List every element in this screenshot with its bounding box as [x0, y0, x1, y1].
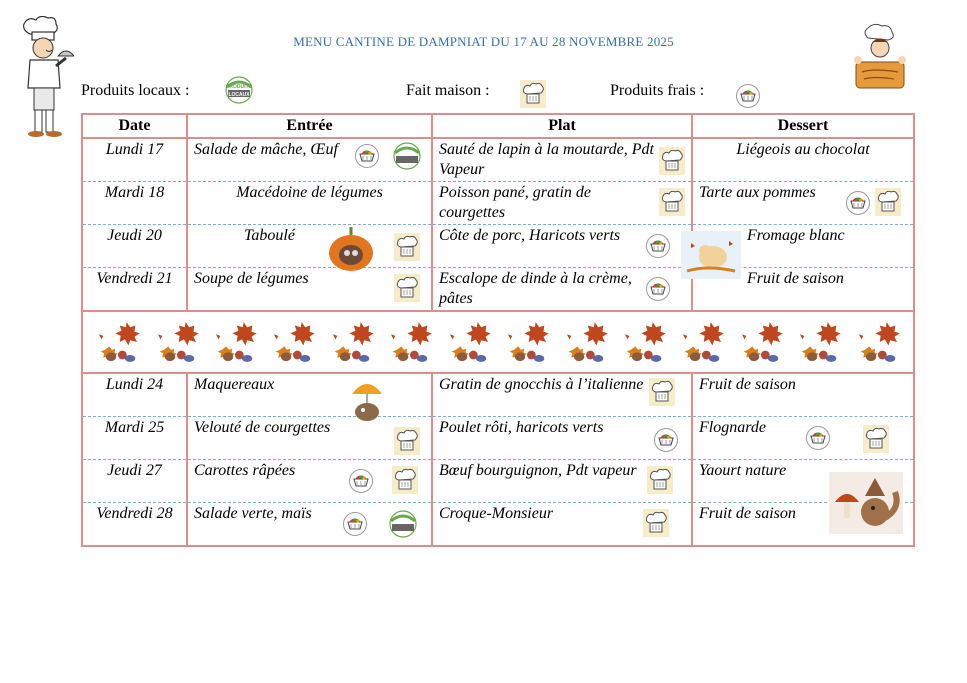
- autumn-leaves-motif: [151, 319, 203, 365]
- fresh-products-icon: [735, 83, 761, 109]
- homemade-icon: [863, 425, 889, 453]
- autumn-leaves-motif: [676, 319, 728, 365]
- homemade-icon: [649, 378, 675, 406]
- homemade-icon: [643, 509, 669, 537]
- fresh-products-icon: [348, 468, 374, 494]
- dessert-cell: [693, 225, 913, 267]
- entree-text: Carottes râpées: [194, 462, 296, 479]
- plat-cell: [433, 374, 691, 416]
- dessert-text: Yaourt nature: [699, 462, 787, 479]
- dessert-text: Flognarde: [699, 419, 766, 436]
- entree-text: Salade verte, maïs: [194, 505, 312, 522]
- homemade-icon: [647, 466, 673, 494]
- entree-cell: [188, 460, 431, 502]
- table-row: [82, 373, 914, 417]
- local-products-icon: [388, 509, 418, 539]
- autumn-leaves-motif: [384, 319, 436, 365]
- plat-text: Gratin de gnocchis à l’italienne: [439, 376, 644, 393]
- homemade-icon: [394, 274, 420, 302]
- homemade-icon: [875, 188, 901, 216]
- autumn-leaves-motif: [735, 319, 787, 365]
- autumn-banner-row: [82, 311, 914, 373]
- autumn-leaves-motif: [443, 319, 495, 365]
- squirrel-mushroom-illustration: [829, 472, 903, 534]
- autumn-leaves-motif: [618, 319, 670, 365]
- dessert-cell: [693, 182, 913, 224]
- homemade-icon: [392, 466, 418, 494]
- table-row: [82, 417, 914, 460]
- homemade-icon: [394, 233, 420, 261]
- header-entree: Entrée: [187, 114, 432, 138]
- autumn-leaves-motif: [209, 319, 261, 365]
- fresh-products-icon: [845, 190, 871, 216]
- autumn-banner: [83, 312, 913, 372]
- fresh-products-icon: [653, 427, 679, 453]
- entree-text: Taboulé: [244, 227, 295, 244]
- entree-text: Velouté de courgettes: [194, 419, 331, 436]
- plat-cell: [433, 460, 691, 502]
- autumn-leaves-motif: [852, 319, 904, 365]
- day-cell: Lundi 24: [105, 376, 164, 393]
- local-products-icon: [224, 75, 254, 105]
- table-row: [82, 460, 914, 503]
- autumn-leaves-motif: [267, 319, 319, 365]
- autumn-leaves-motif: [793, 319, 845, 365]
- autumn-leaves-motif: [501, 319, 553, 365]
- entree-text: Soupe de légumes: [194, 270, 309, 287]
- plat-cell: [433, 268, 691, 310]
- header-date: Date: [82, 114, 187, 138]
- fresh-products-icon: [645, 276, 671, 302]
- fresh-products-icon: [354, 143, 380, 169]
- table-row: [82, 268, 914, 312]
- entree-cell: [188, 268, 431, 310]
- plat-cell: [433, 417, 691, 459]
- legend-frais-label: Produits frais :: [610, 82, 705, 99]
- homemade-icon: [520, 80, 546, 108]
- pumpkin-illustration: [326, 223, 376, 275]
- plat-text: Sauté de lapin à la moutarde, Pdt Vapeur: [439, 141, 654, 178]
- day-cell: Vendredi 28: [96, 505, 173, 522]
- dessert-cell: [693, 460, 913, 502]
- menu-table: [81, 113, 915, 547]
- dessert-text: Fromage blanc: [747, 227, 845, 244]
- homemade-icon: [659, 188, 685, 216]
- autumn-leaves-motif: [326, 319, 378, 365]
- day-cell: Lundi 17: [105, 141, 164, 158]
- fresh-products-icon: [645, 233, 671, 259]
- dessert-cell: Fruit de saison: [699, 376, 796, 393]
- dessert-cell: [693, 417, 913, 459]
- plat-text: Poulet rôti, haricots verts: [439, 419, 604, 436]
- day-cell: Vendredi 21: [96, 270, 173, 287]
- dessert-cell: Fruit de saison: [747, 270, 844, 287]
- plat-cell: [433, 503, 691, 545]
- day-cell: Mardi 18: [104, 184, 165, 201]
- plat-cell: [433, 139, 691, 181]
- header-plat: Plat: [432, 114, 692, 138]
- plat-text: Bœuf bourguignon, Pdt vapeur: [439, 462, 637, 479]
- dessert-cell: Liégeois au chocolat: [736, 141, 870, 158]
- entree-cell: [188, 139, 431, 181]
- autumn-leaves-motif: [92, 319, 144, 365]
- plat-text: Poisson pané, gratin de courgettes: [439, 184, 591, 221]
- plat-text: Croque-Monsieur: [439, 505, 554, 522]
- homemade-icon: [659, 147, 685, 175]
- entree-text: Salade de mâche, Œuf: [194, 141, 338, 158]
- local-products-icon: [392, 141, 422, 171]
- day-cell: Jeudi 20: [107, 227, 162, 244]
- plat-text: Escalope de dinde à la crème, pâtes: [439, 270, 632, 307]
- day-cell: Jeudi 27: [107, 462, 162, 479]
- entree-text: Maquereaux: [194, 376, 275, 393]
- legend-maison-label: Fait maison :: [406, 82, 490, 99]
- legend-local-label: Produits locaux :: [81, 82, 190, 99]
- dessert-text: Tarte aux pommes: [699, 184, 816, 201]
- plat-cell: [433, 225, 691, 267]
- menu-title: MENU CANTINE DE DAMPNIAT DU 17 AU 28 NOVEMBRE 2025: [293, 34, 674, 49]
- plat-text: Côte de porc, Haricots verts: [439, 227, 621, 244]
- dessert-cell: Fruit de saison: [699, 505, 796, 522]
- entree-cell: [188, 503, 431, 545]
- table-row: [82, 138, 914, 182]
- entree-cell: Macédoine de légumes: [236, 184, 383, 201]
- header-dessert: Dessert: [692, 114, 914, 138]
- fresh-products-icon: [805, 425, 831, 451]
- plat-cell: [433, 182, 691, 224]
- entree-cell: [188, 374, 431, 416]
- fresh-products-icon: [342, 511, 368, 537]
- table-row: [82, 182, 914, 225]
- svg-text:PRODUITS: PRODUITS: [226, 84, 252, 90]
- day-cell: Mardi 25: [104, 419, 165, 436]
- homemade-icon: [394, 427, 420, 455]
- entree-cell: [188, 417, 431, 459]
- table-header-row: [82, 114, 914, 138]
- svg-text:LOCAUX: LOCAUX: [228, 92, 250, 98]
- table-row: [82, 503, 914, 547]
- autumn-leaves-motif: [560, 319, 612, 365]
- entree-cell: [188, 225, 431, 267]
- table-row: [82, 225, 914, 268]
